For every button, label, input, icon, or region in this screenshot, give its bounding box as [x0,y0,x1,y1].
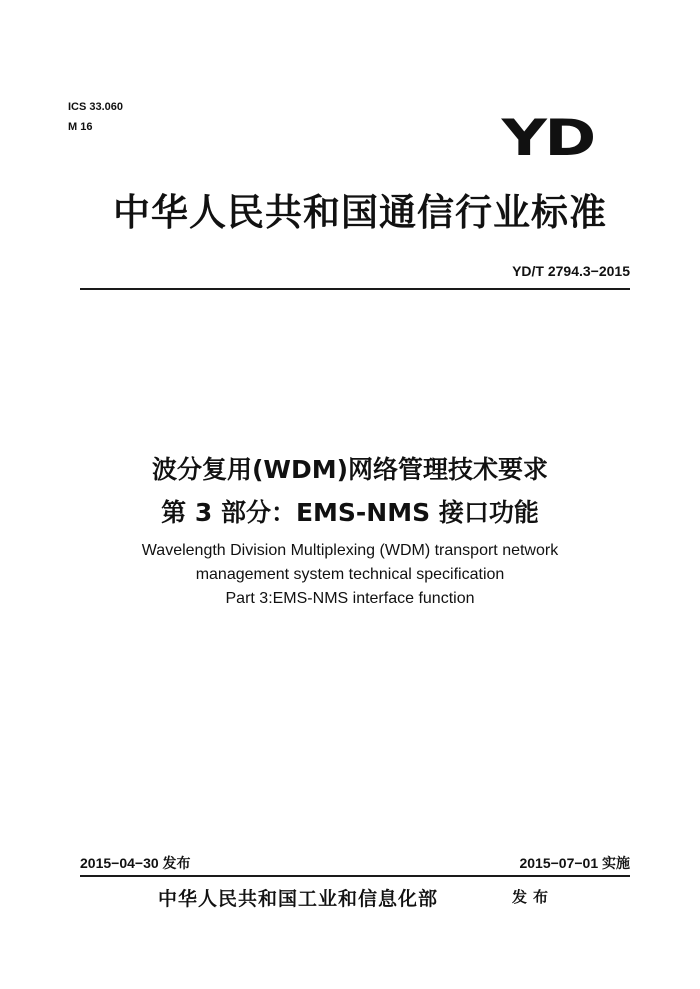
classification-code: M 16 [68,121,93,133]
publisher-name: 中华人民共和国工业和信息化部 [158,888,439,910]
chinese-title-line-1: 波分复用(WDM)网络管理技术要求 [151,455,549,484]
yd-logo: YD [501,109,594,167]
top-divider [80,288,630,290]
english-title-line-1: Wavelength Division Multiplexing (WDM) transport network [141,542,559,559]
english-title-line-3: Part 3:EMS-NMS interface function [225,590,475,607]
english-title-line-2: management system technical specification [195,566,505,583]
chinese-title-line-2: 第 3 部分：EMS-NMS 接口功能 [161,498,539,527]
implementation-date: 2015−07−01 实施 [519,855,630,871]
bottom-divider [80,875,630,877]
standard-number: YD/T 2794.3−2015 [512,263,630,279]
standard-category: 中华人民共和国通信行业标准 [113,191,607,234]
issue-date: 2015−04−30 发布 [80,855,191,871]
ics-code: ICS 33.060 [68,101,124,113]
publish-label: 发布 [512,888,555,906]
